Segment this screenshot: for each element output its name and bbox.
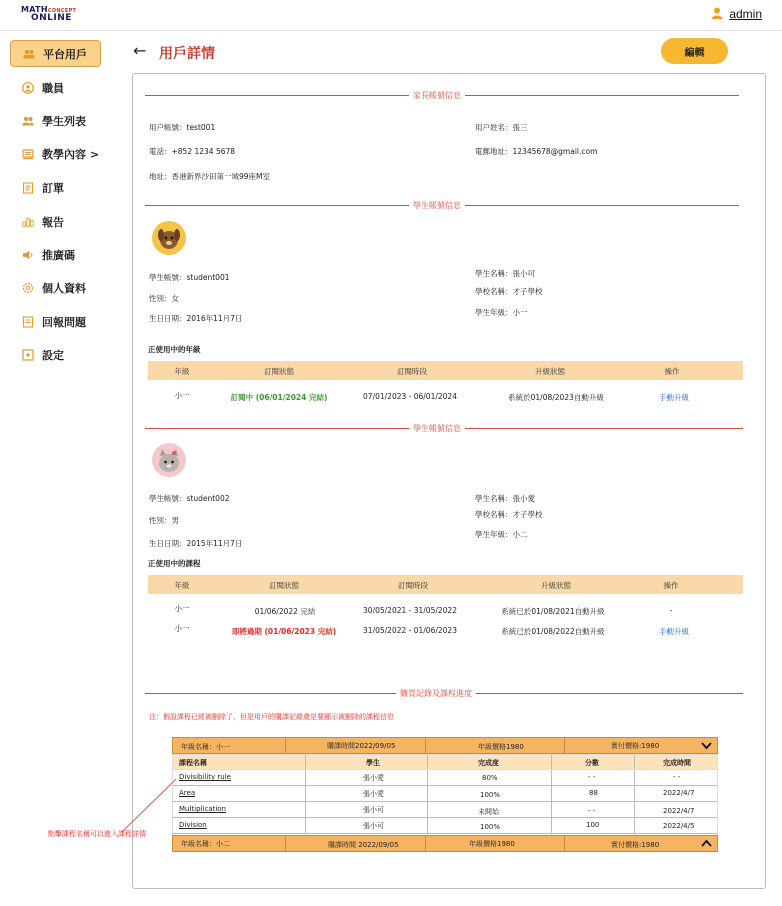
student-2-account: 學生帳號：student002 xyxy=(149,494,230,503)
student-2-school: 學校名稱：才子學校 xyxy=(475,510,543,519)
student-1-avatar xyxy=(152,221,186,255)
sidebar-item-promo[interactable] xyxy=(10,241,101,268)
column-header: 訂閱時段 xyxy=(397,367,427,376)
chevron-up-icon[interactable] xyxy=(701,839,712,850)
table-cell: - - xyxy=(588,807,596,815)
sidebar-item-label: 平台用戶 xyxy=(43,47,87,61)
column-header: 訂閱狀態 xyxy=(269,581,299,590)
section-title-parent: 家長帳號信息 xyxy=(409,90,465,101)
table-cell: 88 xyxy=(589,789,598,797)
course-name-link[interactable]: Multiplication xyxy=(179,805,226,813)
sidebar-item-label: 推廣碼 xyxy=(42,248,75,262)
users-icon xyxy=(23,48,35,60)
parent-address: 地址：香港新界沙田第一城99座M室 xyxy=(149,172,271,181)
column-header: 操作 xyxy=(664,367,680,376)
student-1-table-title: 正使用中的年級 xyxy=(148,345,201,354)
student-2-table-header xyxy=(148,575,743,594)
group-date: 購課時間2022/09/05 xyxy=(327,742,396,750)
subscription-status: 01/06/2022 完結 xyxy=(254,607,316,616)
sidebar-item-teaching[interactable] xyxy=(10,140,101,167)
student-1-gender: 性別：女 xyxy=(149,294,179,303)
section-title-student-2: 學生帳號信息 xyxy=(409,423,465,434)
group-grade: 年級名稱：小一 xyxy=(181,743,230,751)
sidebar-item-label: 學生列表 xyxy=(42,114,86,128)
student-1-grade: 學生年級：小一 xyxy=(475,308,528,317)
group-grade: 年級名稱：小二 xyxy=(181,840,230,848)
sidebar-item-label: 設定 xyxy=(42,348,64,362)
table-cell: 張小可 xyxy=(363,806,384,814)
sidebar-item-orders[interactable] xyxy=(10,174,101,201)
column-header: 學生 xyxy=(366,759,380,767)
table-cell: 小一 xyxy=(174,624,190,633)
manual-upgrade-link[interactable]: 手動升級 xyxy=(659,627,689,636)
back-arrow-icon[interactable]: ← xyxy=(133,41,147,60)
student-2-grade: 學生年級：小二 xyxy=(475,530,528,539)
column-header: 課程名稱 xyxy=(179,759,207,767)
parent-phone: 電話：+852 1234 5678 xyxy=(149,147,236,156)
table-cell: 2022/4/7 xyxy=(663,789,695,797)
student-2-avatar xyxy=(152,443,186,477)
section-title-purchase: 購買記錄及課程進度 xyxy=(396,688,476,699)
student-1-birthday: 生日日期：2016年11月7日 xyxy=(149,314,243,323)
sidebar-item-settings[interactable] xyxy=(10,341,101,368)
logo-text-small: CONCEPT xyxy=(47,8,77,14)
profile-icon xyxy=(22,282,34,294)
user-menu[interactable] xyxy=(711,7,762,21)
sidebar-item-label: 報告 xyxy=(42,215,64,229)
logo-text-1: MATH xyxy=(21,5,48,14)
logo-text-2: ONLINE xyxy=(31,13,72,23)
table-cell: 07/01/2023 - 06/01/2024 xyxy=(363,392,457,401)
purchase-columns xyxy=(172,754,718,770)
table-cell: 張小愛 xyxy=(363,790,384,798)
table-cell: 30/05/2021 - 31/05/2022 xyxy=(363,606,457,615)
section-title-student-1: 學生帳號信息 xyxy=(409,200,465,211)
table-cell: 張小可 xyxy=(363,822,384,830)
subscription-status: 即將過期 (01/06/2023 完結) xyxy=(231,627,337,636)
column-header: 分數 xyxy=(585,759,599,767)
settings-icon xyxy=(22,349,34,361)
edit-button[interactable]: 編輯 xyxy=(661,38,728,64)
student-1-account: 學生帳號：student001 xyxy=(149,273,230,282)
student-1-name: 學生名稱：張小可 xyxy=(475,269,535,278)
logo[interactable] xyxy=(21,6,83,23)
column-header: 升級狀態 xyxy=(535,367,565,376)
user-name[interactable]: admin xyxy=(729,7,762,21)
table-cell: 系統已於01/08/2021自動升級 xyxy=(501,607,605,616)
table-cell: 80% xyxy=(482,774,498,782)
table-cell: 100 xyxy=(586,821,600,829)
course-name-link[interactable]: Division xyxy=(179,821,207,829)
top-bar xyxy=(0,0,782,31)
student-2-table-title: 正使用中的課程 xyxy=(148,559,201,568)
table-cell: 系統於01/08/2023自動升級 xyxy=(508,393,604,402)
staff-icon xyxy=(22,82,34,94)
sidebar-item-label: 教學內容 > xyxy=(42,147,100,161)
table-cell: - xyxy=(669,606,673,615)
grade-group-header[interactable] xyxy=(172,835,718,852)
table-cell: 張小愛 xyxy=(363,774,384,782)
table-row xyxy=(172,802,718,818)
table-row xyxy=(172,818,718,834)
group-paid: 實付價格:1980 xyxy=(611,742,660,750)
table-cell: 小一 xyxy=(174,604,190,613)
feedback-icon xyxy=(22,316,34,328)
table-cell: 2022/4/7 xyxy=(663,807,695,815)
parent-name: 用户姓名：張三 xyxy=(475,123,528,132)
table-row xyxy=(172,786,718,802)
table-cell: 31/05/2022 - 01/06/2023 xyxy=(363,626,457,635)
student-2-gender: 性別：男 xyxy=(149,516,179,525)
table-cell: 未開始 xyxy=(478,808,499,816)
student-1-table-header xyxy=(148,361,743,380)
table-cell: 100% xyxy=(480,823,501,831)
parent-email: 電郵地址：12345678@gmail.com xyxy=(475,147,598,156)
table-cell: 100% xyxy=(480,791,501,799)
student-1-school: 學校名稱：才子學校 xyxy=(475,287,543,296)
deleted-course-note: 注：假設課程已經被刪除了，但是用戶的購課記錄還是要顯示被刪除的課程信息 xyxy=(149,713,394,721)
sidebar-item-profile[interactable] xyxy=(10,274,101,301)
annotation-text: 點擊課程名稱可以進入課程詳情 xyxy=(48,830,146,838)
course-name-link[interactable]: Area xyxy=(179,789,196,797)
sidebar-item-feedback[interactable] xyxy=(10,308,101,335)
subscription-status: 訂閱中 (06/01/2024 完結) xyxy=(230,393,328,402)
megaphone-icon xyxy=(22,249,34,261)
sidebar-item-label: 訂單 xyxy=(42,181,64,195)
column-header: 完成時間 xyxy=(663,759,691,767)
table-cell: 小一 xyxy=(174,391,190,400)
page-title: 用戶詳情 xyxy=(159,46,215,62)
student-2-name: 學生名稱：張小愛 xyxy=(475,494,535,503)
column-header: 訂閱狀態 xyxy=(264,367,294,376)
table-row xyxy=(172,770,718,786)
report-icon xyxy=(22,216,34,228)
table-cell: 2022/4/5 xyxy=(663,822,695,830)
manual-upgrade-link[interactable]: 手動升級 xyxy=(659,393,689,402)
chevron-down-icon[interactable] xyxy=(701,741,712,752)
column-header: 訂閱時段 xyxy=(398,581,428,590)
grade-group-header[interactable] xyxy=(172,737,718,754)
sidebar-item-label: 回報問題 xyxy=(42,315,86,329)
course-name-link[interactable]: Divisibility rule xyxy=(179,773,231,781)
sidebar xyxy=(0,32,114,906)
column-header: 操作 xyxy=(663,581,679,590)
annotation-line xyxy=(120,776,180,834)
students-icon xyxy=(22,115,34,127)
student-2-birthday: 生日日期：2015年11月7日 xyxy=(149,539,243,548)
column-header: 年級 xyxy=(174,367,190,376)
sidebar-item-staff[interactable] xyxy=(10,74,101,101)
sidebar-item-label: 職員 xyxy=(42,81,64,95)
parent-account: 用户帳號：test001 xyxy=(149,123,216,132)
table-cell: 系統已於01/08/2022自動升級 xyxy=(501,627,605,636)
group-date: 購課時間 2022/09/05 xyxy=(328,841,399,849)
sidebar-item-label: 個人資料 xyxy=(42,281,86,295)
table-cell: - - xyxy=(588,773,596,781)
group-price: 年級價格1980 xyxy=(469,840,515,848)
sidebar-item-reports[interactable] xyxy=(10,208,101,235)
group-price: 年級價格1980 xyxy=(478,743,524,751)
table-cell: - - xyxy=(673,773,681,781)
sidebar-item-students[interactable] xyxy=(10,107,101,134)
column-header: 升級狀態 xyxy=(541,581,571,590)
column-header: 年級 xyxy=(174,581,190,590)
column-header: 完成度 xyxy=(478,759,499,767)
user-icon xyxy=(711,7,723,21)
book-icon xyxy=(22,148,34,160)
group-paid: 實付價格:1980 xyxy=(611,841,660,849)
order-icon xyxy=(22,182,34,194)
sidebar-item-platform-users[interactable] xyxy=(10,40,101,67)
